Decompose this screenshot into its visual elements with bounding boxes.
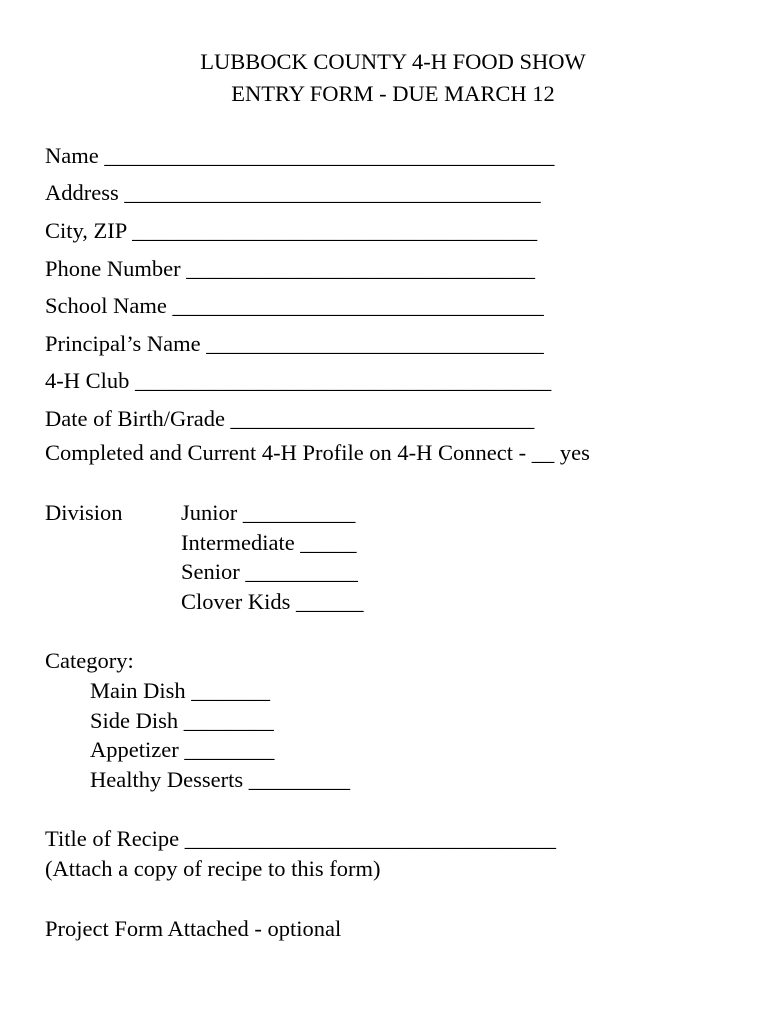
division-option-senior[interactable]: Senior __________ xyxy=(181,559,358,584)
profile-confirmation-field[interactable]: Completed and Current 4-H Profile on 4-H Connect - __ yes xyxy=(45,440,590,465)
division-option-clover-kids[interactable]: Clover Kids ______ xyxy=(181,589,364,614)
category-option-healthy-desserts[interactable]: Healthy Desserts _________ xyxy=(90,767,350,792)
category-option-appetizer[interactable]: Appetizer ________ xyxy=(90,737,275,762)
division-label: Division xyxy=(45,500,123,525)
principal-name-field[interactable]: Principal’s Name ______________________________ xyxy=(45,331,544,356)
recipe-title-field[interactable]: Title of Recipe _________________________________ xyxy=(45,826,557,851)
city-zip-field[interactable]: City, ZIP ____________________________________ xyxy=(45,218,538,243)
recipe-attach-note: (Attach a copy of recipe to this form) xyxy=(45,856,381,881)
division-option-intermediate[interactable]: Intermediate _____ xyxy=(181,530,357,555)
form-title-line-1: LUBBOCK COUNTY 4-H FOOD SHOW xyxy=(200,49,586,74)
dob-grade-field[interactable]: Date of Birth/Grade ___________________________ xyxy=(45,406,535,431)
category-label: Category: xyxy=(45,648,134,673)
project-form-note: Project Form Attached - optional xyxy=(45,916,342,941)
school-name-field[interactable]: School Name _________________________________ xyxy=(45,293,544,318)
phone-number-field[interactable]: Phone Number _______________________________ xyxy=(45,256,535,281)
category-option-main-dish[interactable]: Main Dish _______ xyxy=(90,678,270,703)
category-option-side-dish[interactable]: Side Dish ________ xyxy=(90,708,274,733)
division-option-junior[interactable]: Junior __________ xyxy=(181,500,356,525)
address-field[interactable]: Address _____________________________________ xyxy=(45,180,541,205)
name-field[interactable]: Name ________________________________________ xyxy=(45,143,555,168)
club-field[interactable]: 4-H Club _____________________________________ xyxy=(45,368,552,393)
form-title-line-2: ENTRY FORM - DUE MARCH 12 xyxy=(231,81,555,106)
